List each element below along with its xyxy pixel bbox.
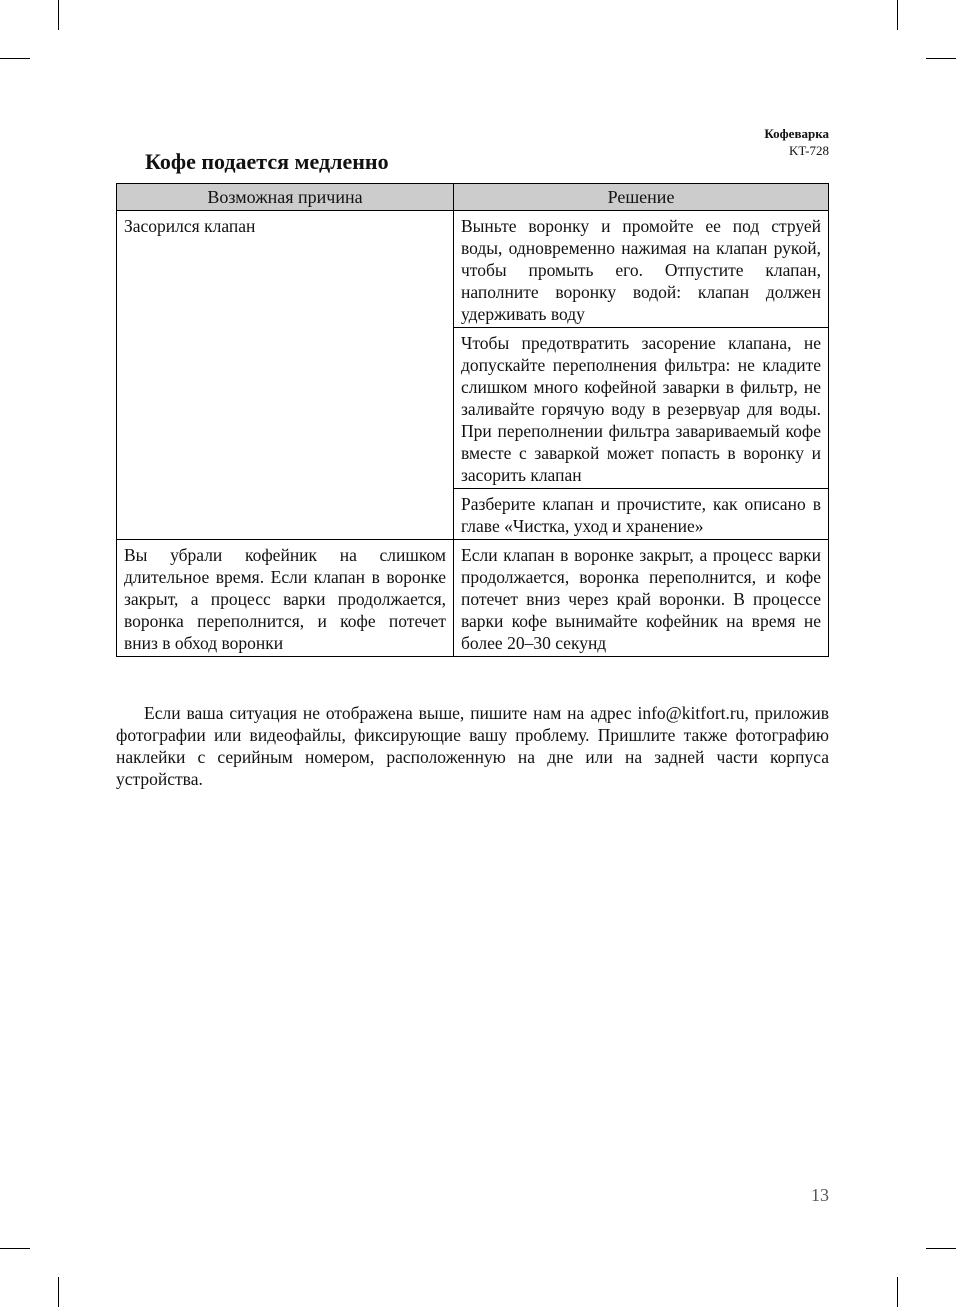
solution-cell: Чтобы предотвратить засорение клапана, не допускайте переполнения фильтра: не кладите слишком много кофейной заварки в фильтр, не заливайте горячую воду в резервуар для воды. При переполнении фильтра завариваемый кофе вместе с заваркой может попасть в воронку и засорить клапан [454,328,829,489]
header-model: KT-728 [789,143,829,158]
column-header-cause: Возможная причина [117,184,454,211]
crop-mark [0,1248,30,1249]
crop-mark [58,1277,59,1307]
table-row [117,540,829,657]
section-title: Кофе подается медленно [145,149,389,174]
page-number: 13 [811,1185,829,1205]
header-product: Кофеварка [764,126,829,141]
crop-mark [926,58,956,59]
table-header-row [117,184,829,211]
contact-paragraph: Если ваша ситуация не отображена выше, пишите нам на адрес info@kitfort.ru, приложив фотографии или видеофайлы, фиксирующие вашу проблему. Пришлите также фотографию наклейки с серийным номером, расположенную на дне или на задней части корпуса устройства. [116,703,829,789]
troubleshooting-table [116,183,829,657]
solution-cell: Если клапан в воронке закрыт, а процесс варки продолжается, воронка переполнится, и кофе потечет вниз через край воронки. В процессе варки кофе вынимайте кофейник на время не более 20–30 секунд [454,540,829,657]
crop-mark [58,0,59,30]
crop-mark [926,1248,956,1249]
crop-mark [0,58,30,59]
cause-cell: Вы убрали кофейник на слишком длительное время. Если клапан в воронке закрыт, а процесс варки продолжается, воронка переполнится, и кофе потечет вниз в обход воронки [117,540,454,657]
solution-cell: Выньте воронку и промойте ее под струей воды, одновременно нажимая на клапан рукой, чтобы промыть его. Отпустите клапан, наполните воронку водой: клапан должен удерживать воду [454,211,829,328]
crop-mark [897,0,898,30]
table-row [117,211,829,328]
crop-mark [897,1277,898,1307]
solution-cell: Разберите клапан и прочистите, как описано в главе «Чистка, уход и хранение» [454,489,829,540]
column-header-solution: Решение [454,184,829,211]
cause-cell: Засорился клапан [117,211,454,540]
